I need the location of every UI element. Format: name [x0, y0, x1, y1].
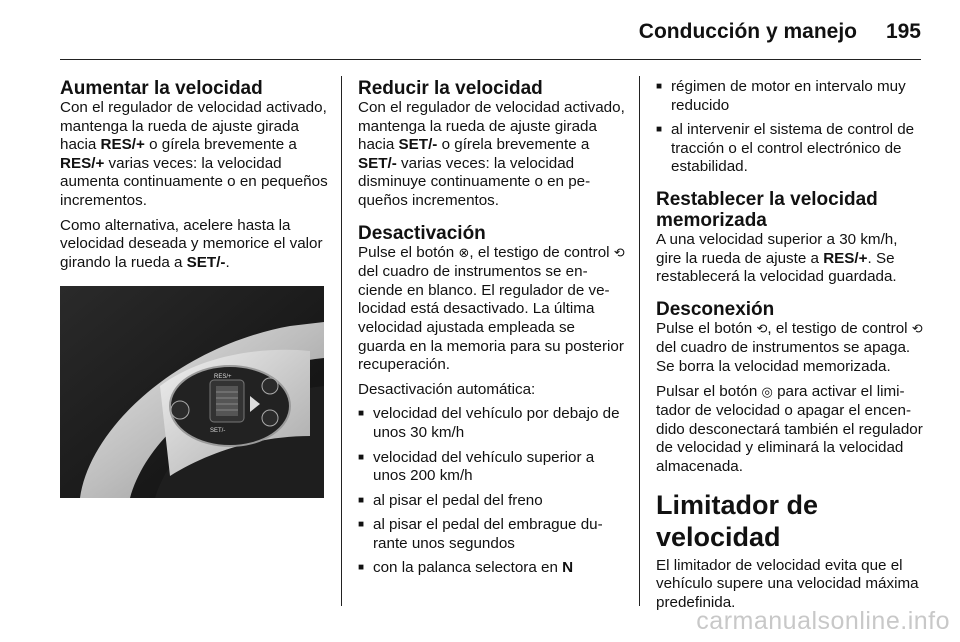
cruise-control-icon: ⟲ [613, 245, 625, 261]
cruise-control-icon: ⟲ [911, 321, 923, 337]
list-item: ■ régimen de motor en intervalo muy reducido [656, 78, 924, 115]
res-label: RES/+ [214, 374, 232, 381]
cruise-control-icon: ⟲ [756, 321, 768, 337]
auto-deactivation-list [358, 405, 626, 578]
list-item: ■ al pisar el pedal del embrague durante unos segundos [358, 516, 626, 553]
paragraph: Con el regulador de velocidad activado, mantenga la rueda de ajuste girada hacia SET/- o gírela brevemente a SET/- varias veces: la velocidad disminuye continuamente o en pequeños incrementos. [358, 99, 625, 209]
list-item: ■ velocidad del vehículo superior a unos 200 km/h [358, 449, 626, 486]
steering-wheel-figure [60, 286, 324, 498]
list-item: ■ con la palanca selectora en N [358, 559, 626, 578]
paragraph: Desactivación automática: [358, 380, 536, 398]
column-2 [358, 78, 626, 584]
paragraph: Pulse el botón ⊗, el testigo de control ⟲ del cuadro de instrumentos se enciende en blanco. El regulador de velocidad está desactivado. La última velocidad ajustada empleada se guarda en la memoria para su posterior recuperación. [358, 243, 625, 374]
paragraph: Pulsar el botón ◎ para activar el limitador de velocidad o apagar el encendido desconectará también el regulador de velocidad y eliminará la velocidad almacenada. [656, 382, 923, 475]
paragraph: A una velocidad superior a 30 km/h, gire la rueda de ajuste a RES/+. Se restablecerá la velocidad guardada. [656, 230, 898, 286]
paragraph: Con el regulador de velocidad activado, mantenga la rueda de ajuste girada hacia RES/+ o gírela brevemente a RES/+ varias veces: la velocidad aumenta continuamente o en pequeños incrementos. [60, 99, 328, 209]
watermark: carmanualsonline.info [696, 607, 950, 635]
column-divider [639, 76, 640, 606]
paragraph: El limitador de velocidad evita que el vehículo supere una velocidad máxima predefinida. [656, 556, 919, 611]
list-item: ■ al intervenir el sistema de control de tracción o el control electrónico de estabilidad. [656, 121, 924, 177]
paragraph: Pulse el botón ⟲, el testigo de control ⟲ del cuadro de instrumentos se apaga. Se borra la velocidad memorizada. [656, 319, 923, 375]
heading-aumentar-velocidad: Aumentar la velocidad [60, 78, 263, 99]
column-3 [656, 78, 924, 618]
header-rule [60, 59, 921, 60]
page-number: 195 [885, 20, 921, 43]
page-header [0, 0, 960, 60]
cruise-cancel-icon: ⊗ [458, 245, 470, 261]
column-1 [60, 78, 328, 498]
speed-limiter-icon: ◎ [761, 384, 773, 400]
set-label: SET/- [210, 428, 226, 435]
heading-restablecer-velocidad: Restablecer la velocidad memorizada [656, 188, 878, 231]
column-divider [341, 76, 342, 606]
heading-desconexion: Desconexión [656, 298, 775, 320]
auto-deactivation-list-cont [656, 78, 924, 177]
steering-wheel-illustration [60, 286, 324, 498]
paragraph: Como alternativa, acelere hasta la velocidad deseada y memorice el valor girando la rueda a SET/-. [60, 216, 323, 271]
list-item: ■ velocidad del vehículo por debajo de unos 30 km/h [358, 405, 626, 442]
heading-reducir-velocidad: Reducir la velocidad [358, 78, 543, 99]
heading-desactivacion: Desactivación [358, 222, 486, 244]
list-item: ■ al pisar el pedal del freno [358, 492, 626, 511]
chapter-title: Conducción y manejo [638, 20, 857, 43]
heading-limitador-velocidad: Limitador de velocidad [656, 489, 819, 552]
